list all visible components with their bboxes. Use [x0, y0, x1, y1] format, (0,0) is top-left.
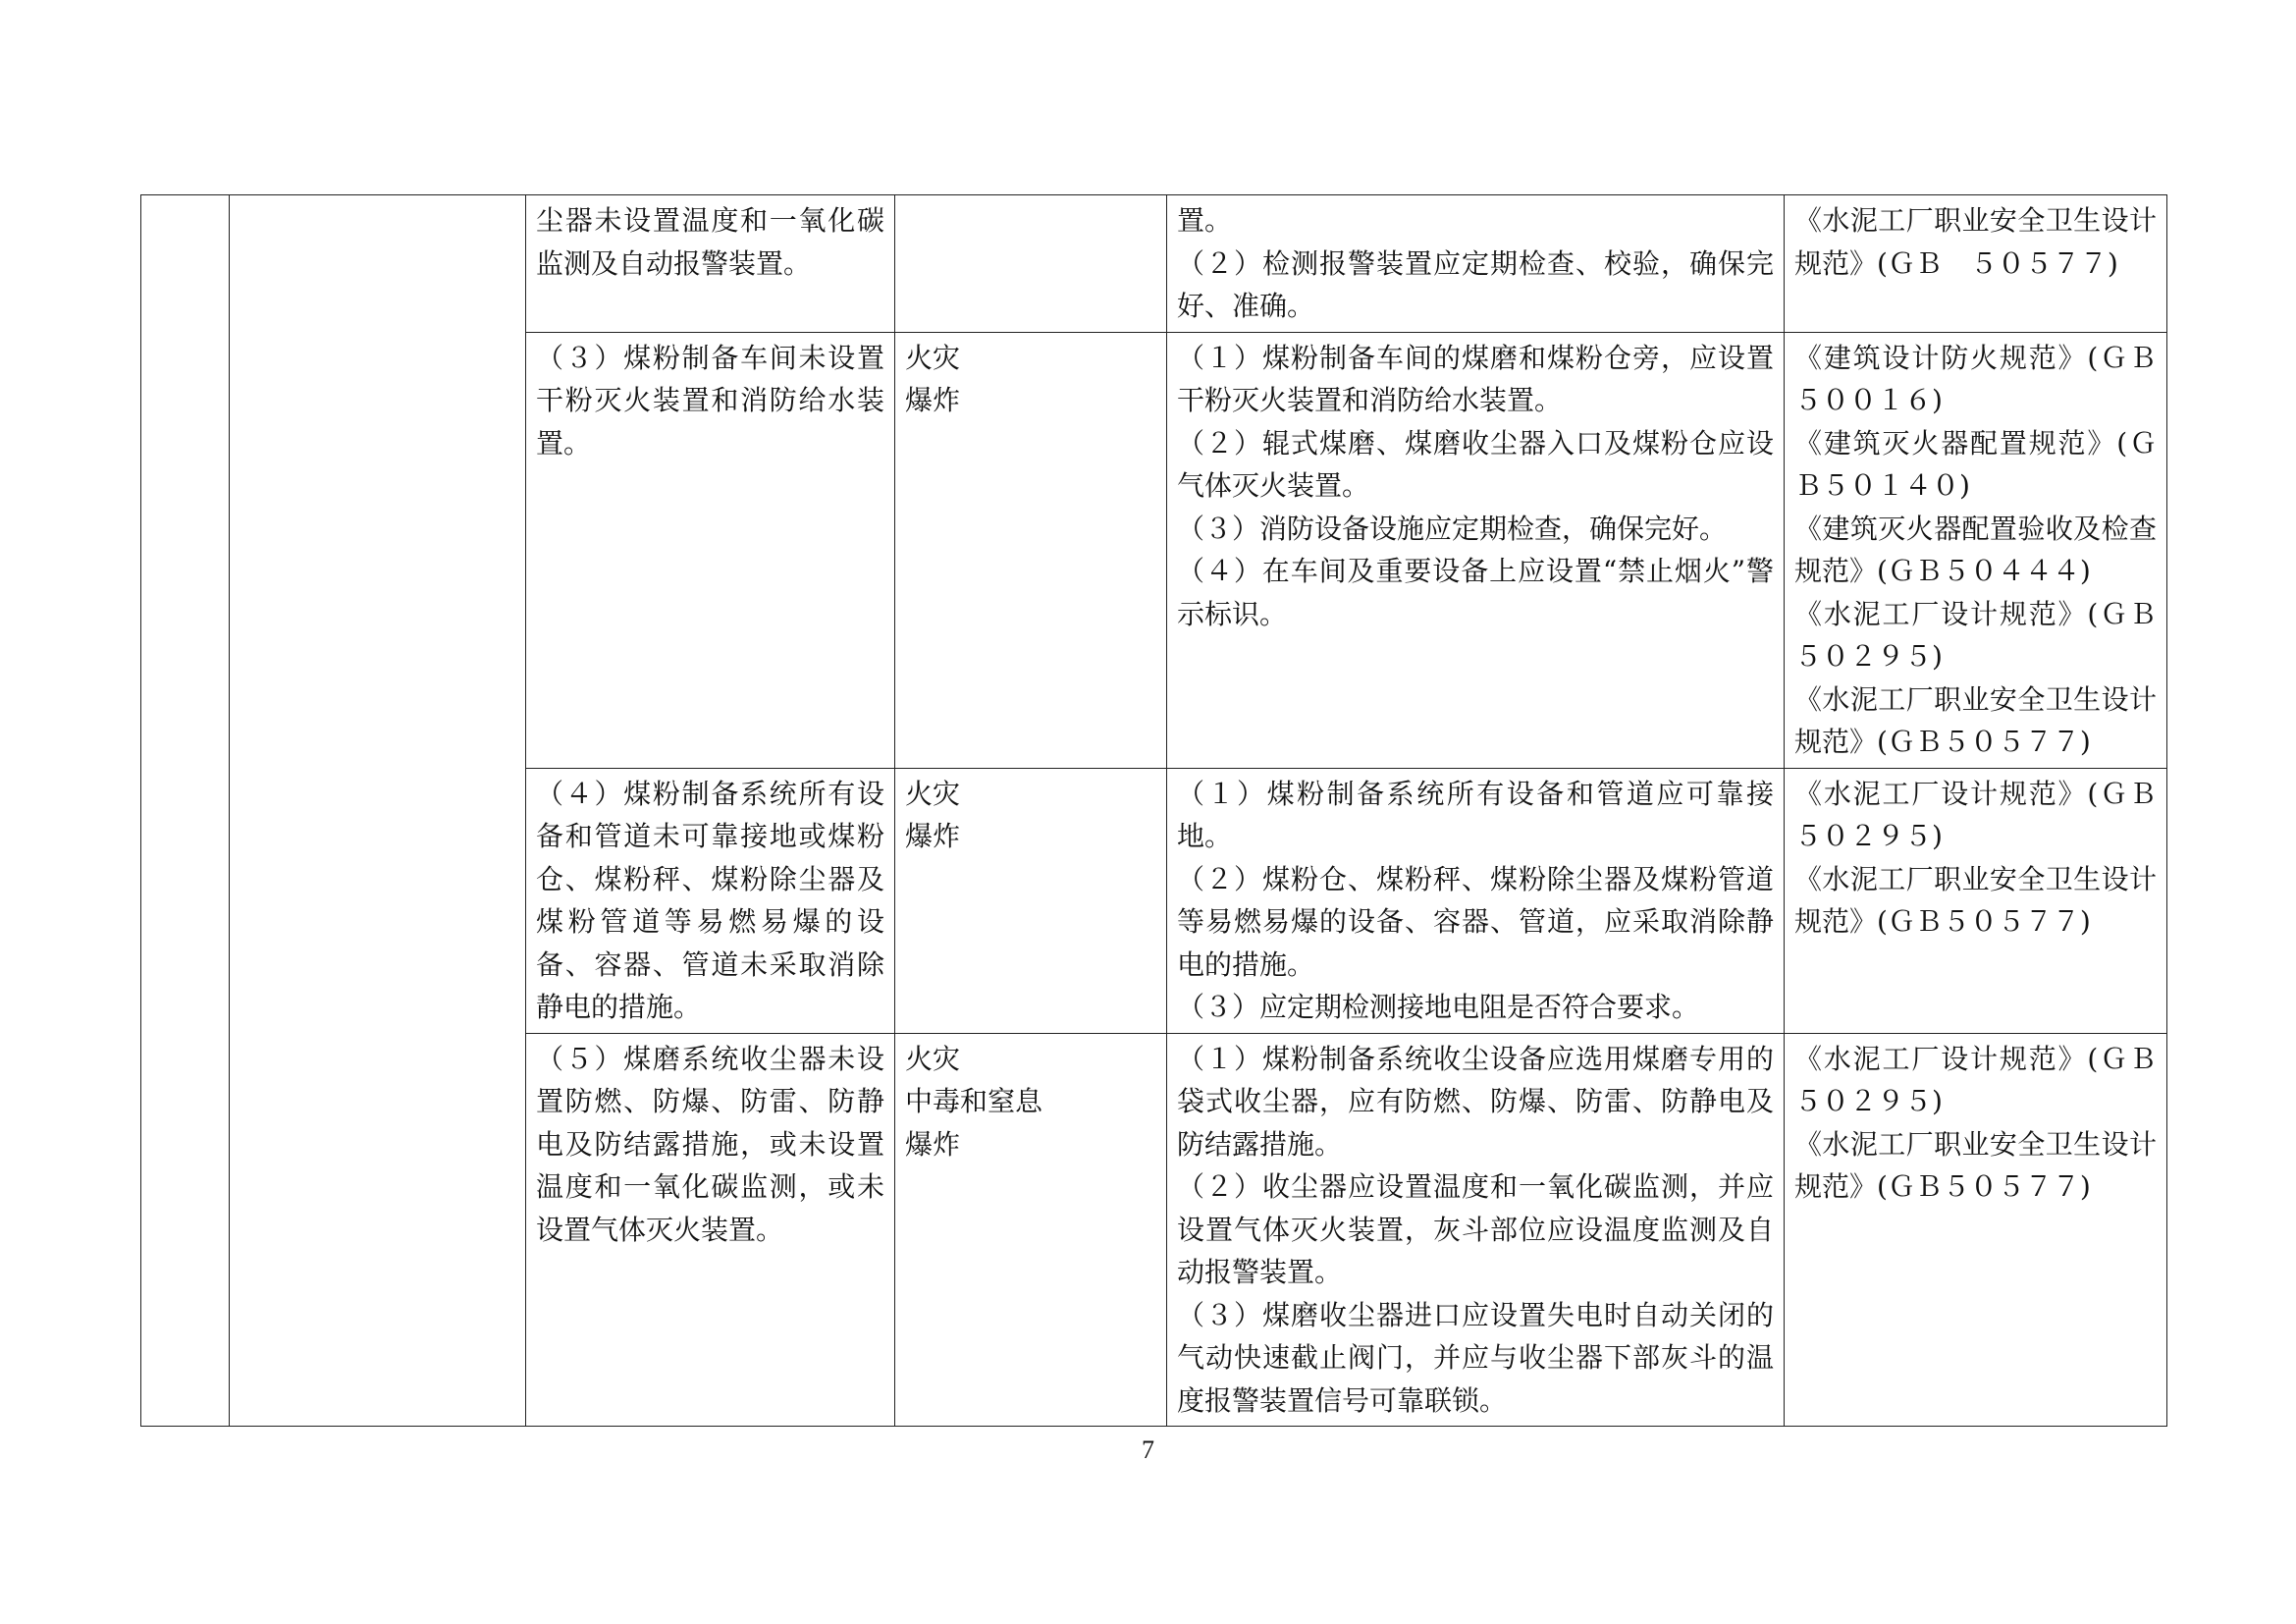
- measure-item: （１）煤粉制备系统所有设备和管道应可靠接地。: [1177, 777, 1774, 852]
- accident-cell: [895, 768, 1167, 1033]
- basis-item: 《水泥工厂设计规范》(ＧＢ５０２９５): [1794, 1042, 2157, 1117]
- basis-cell: [1785, 332, 2185, 768]
- accident-cell: [895, 332, 1167, 768]
- basis-item: 《水泥工厂设计规范》(ＧＢ ５０２９５): [1794, 597, 2185, 673]
- hazard-cell: [526, 332, 895, 768]
- accident-type: 火灾: [905, 777, 961, 810]
- hazard-text: 尘器未设置温度和一氧化碳监测及自动报警装置。: [536, 204, 884, 280]
- accident-type: 火灾: [905, 1042, 961, 1075]
- hazard-text: （５）煤磨系统收尘器未设置防燃、防爆、防雷、防静电及防结露措施，或未设置温度和一氧化碳监测，或未设置气体灭火装置。: [536, 1042, 884, 1246]
- basis-item: 《建筑灭火器配置验收及检查规范》(ＧＢ５０４４４): [1794, 512, 2157, 587]
- accident-type: 中毒和窒息: [905, 1085, 1043, 1117]
- accident-type: 爆炸: [905, 820, 961, 852]
- accident-type: 爆炸: [905, 1127, 961, 1161]
- accident-type: 火灾: [905, 341, 961, 374]
- measure-item: （３）消防设备设施应定期检查，确保完好。: [1177, 512, 1728, 545]
- measure-item: （３）煤磨收尘器进口应设置失电时自动关闭的气动快速截止阀门，并应与收尘器下部灰斗的温度报警装置信号可靠联锁。: [1177, 1298, 1774, 1417]
- measure-item: （１）煤粉制备车间的煤磨和煤粉仓旁，应设置干粉灭火装置和消防给水装置。: [1177, 341, 1774, 416]
- basis-item: 《水泥工厂职业安全卫生设计规范》(ＧＢ５０５７７): [1794, 682, 2157, 758]
- measure-item: （４）在车间及重要设备上应设置“禁止烟火”警示标识。: [1177, 555, 1774, 630]
- hazard-cell: [526, 1033, 895, 1427]
- measure-item: 置。: [1177, 204, 1233, 237]
- accident-cell: [895, 195, 1167, 333]
- accident-type: 爆炸: [905, 384, 961, 416]
- hazard-cell: [526, 195, 895, 333]
- measure-item: （２）辊式煤磨、煤磨收尘器入口及煤粉仓应设气体灭火装置。: [1177, 426, 1774, 502]
- measure-item: （１）煤粉制备系统收尘设备应选用煤磨专用的袋式收尘器，应有防燃、防爆、防雷、防静电及防结露措施。: [1177, 1042, 1774, 1161]
- page-number: 7: [1142, 1435, 1154, 1464]
- basis-item: 《水泥工厂职业安全卫生设计规范》(ＧＢ ５０５７７): [1794, 204, 2157, 280]
- measure-item: （２）收尘器应设置温度和一氧化碳监测，并应设置气体灭火装置，灰斗部位应设温度监测及自动报警装置。: [1177, 1170, 1774, 1288]
- basis-cell: [1785, 768, 2185, 1033]
- hazard-text: （３）煤粉制备车间未设置干粉灭火装置和消防给水装置。: [536, 341, 884, 460]
- measure-item: （３）应定期检测接地电阻是否符合要求。: [1177, 991, 1700, 1023]
- basis-item: 《水泥工厂职业安全卫生设计规范》(ＧＢ５０５７７): [1794, 1127, 2157, 1203]
- basis-item: 《建筑灭火器配置规范》(ＧＢ５０１４０): [1794, 426, 2157, 502]
- measures-cell: [1167, 768, 1785, 1033]
- table-row: [141, 195, 2167, 333]
- accident-cell: [895, 1033, 1167, 1427]
- basis-cell: [1785, 195, 2167, 333]
- basis-item: 《水泥工厂职业安全卫生设计规范》(ＧＢ５０５７７): [1794, 862, 2157, 938]
- subcategory-cell: [230, 195, 526, 1427]
- hazard-table: [140, 194, 2185, 1427]
- basis-item: 《建筑设计防火规范》(ＧＢ５００１６): [1794, 341, 2157, 416]
- measures-cell: [1167, 1033, 1785, 1427]
- hazard-cell: [526, 768, 895, 1033]
- basis-cell: [1785, 1033, 2167, 1427]
- measures-cell: [1167, 195, 1785, 333]
- basis-item: 《水泥工厂设计规范》(ＧＢ ５０２９５): [1794, 777, 2185, 852]
- category-cell: [141, 195, 230, 1427]
- measures-cell: [1167, 332, 1785, 768]
- hazard-text: （４）煤粉制备系统所有设备和管道未可靠接地或煤粉仓、煤粉秤、煤粉除尘器及煤粉管道等易燃易爆的设备、容器、管道未采取消除静电的措施。: [536, 777, 884, 1023]
- measure-item: （２）煤粉仓、煤粉秤、煤粉除尘器及煤粉管道等易燃易爆的设备、容器、管道，应采取消除静电的措施。: [1177, 862, 1774, 981]
- measure-item: （２）检测报警装置应定期检查、校验，确保完好、准确。: [1177, 246, 1774, 322]
